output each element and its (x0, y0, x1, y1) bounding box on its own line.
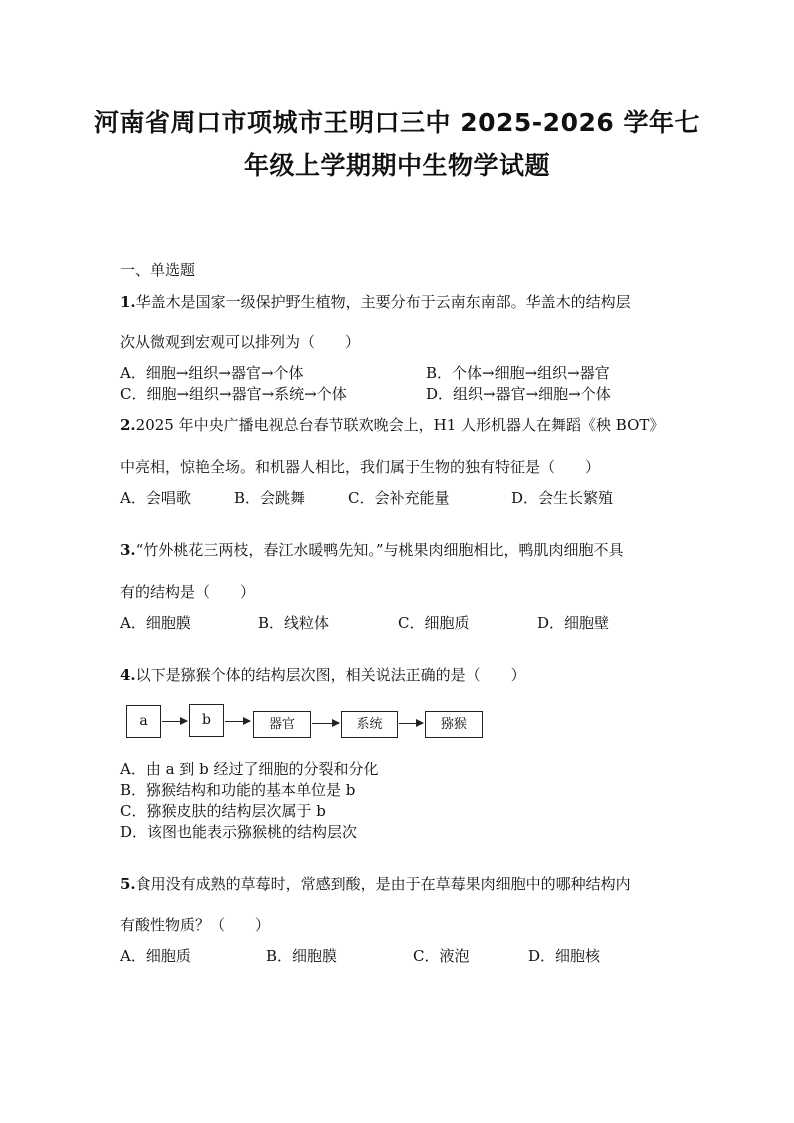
question-5-option-c: C．液泡 (413, 947, 470, 965)
diagram-box-system: 系统 (341, 711, 398, 738)
question-3-option-d: D．细胞壁 (537, 614, 610, 632)
diagram-box-macaque: 猕猴 (425, 711, 483, 738)
question-5-line-2: 有酸性物质？（ ） (120, 916, 271, 934)
question-3-option-c: C．细胞质 (398, 614, 470, 632)
question-5-option-a: A．细胞质 (120, 947, 191, 965)
diagram-box-b: b (189, 704, 224, 737)
question-2-option-b: B．会跳舞 (234, 489, 306, 507)
question-3-option-a: A．细胞膜 (120, 614, 191, 632)
question-1-number: 1. (120, 293, 136, 311)
diagram-arrow-1 (162, 721, 187, 722)
question-2-option-d: D．会生长繁殖 (511, 489, 614, 507)
question-4-option-c: C．猕猴皮肤的结构层次属于 b (120, 802, 326, 820)
diagram-arrow-4 (399, 723, 423, 724)
question-1-option-a: A．细胞→组织→器官→个体 (120, 364, 304, 382)
question-5-option-d: D．细胞核 (528, 947, 601, 965)
question-3-line-1: 3.“竹外桃花三两枝，春江水暖鸭先知。”与桃果肉细胞相比，鸭肌肉细胞不具 (120, 541, 624, 559)
question-5-line-1: 5.食用没有成熟的草莓时，常感到酸，是由于在草莓果肉细胞中的哪种结构内 (120, 875, 631, 893)
question-2-number: 2. (120, 416, 136, 434)
question-2-line-2: 中亮相，惊艳全场。和机器人相比，我们属于生物的独有特征是（ ） (120, 458, 601, 476)
section-heading: 一、单选题 (120, 261, 196, 279)
question-2-option-a: A．会唱歌 (120, 489, 191, 507)
question-3-number: 3. (120, 541, 136, 559)
page-title-line-1: 河南省周口市项城市王明口三中 2025-2026 学年七 (94, 108, 700, 137)
question-5-option-b: B．细胞膜 (266, 947, 338, 965)
page-title-line-2: 年级上学期期中生物学试题 (243, 151, 550, 180)
question-3-option-b: B．线粒体 (258, 614, 330, 632)
question-4-option-d: D．该图也能表示猕猴桃的结构层次 (120, 823, 358, 841)
question-4-number: 4. (120, 666, 136, 684)
question-2-line-1: 2.2025 年中央广播电视总台春节联欢晚会上，H1 人形机器人在舞蹈《秧 BOT》 (120, 416, 665, 434)
diagram-arrow-3 (312, 723, 339, 724)
question-4-option-a: A．由 a 到 b 经过了细胞的分裂和分化 (120, 760, 379, 778)
question-5-number: 5. (120, 875, 136, 893)
diagram-box-organ: 器官 (253, 711, 311, 738)
question-3-line-2: 有的结构是（ ） (120, 583, 256, 601)
diagram-box-a: a (126, 705, 161, 738)
question-4-line-1: 4.以下是猕猴个体的结构层次图，相关说法正确的是（ ） (120, 666, 526, 684)
question-1-option-b: B．个体→细胞→组织→器官 (426, 364, 610, 382)
question-4-option-b: B．猕猴结构和功能的基本单位是 b (120, 781, 356, 799)
question-1-option-c: C．细胞→组织→器官→系统→个体 (120, 385, 347, 403)
question-1-line-2: 次从微观到宏观可以排列为（ ） (120, 333, 361, 351)
question-2-option-c: C．会补充能量 (348, 489, 450, 507)
question-1-line-1: 1.华盖木是国家一级保护野生植物，主要分布于云南东南部。华盖木的结构层 (120, 293, 631, 311)
question-1-option-d: D．组织→器官→细胞→个体 (426, 385, 611, 403)
diagram-arrow-2 (225, 721, 250, 722)
